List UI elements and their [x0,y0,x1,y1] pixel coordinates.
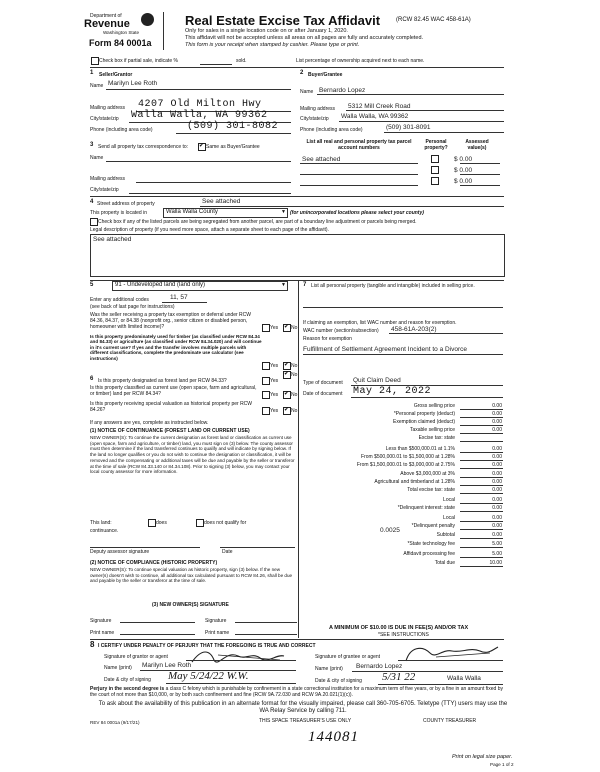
buyer-mailing-label: Mailing address [300,106,336,112]
current-use-no-label: No [291,392,298,398]
historic-no-checkbox[interactable] [283,407,291,415]
current-use-question: Is this property classified as current use (open space, farm and agricultural, or timber) land per RCW 84.34? [90,385,257,398]
grantor-signature-label: Signature of grantor or agent [104,654,168,660]
notice-compliance-text: NEW OWNER(S): To continue special valuation as historic property, sign (3) below. If the new owner(s) doesn't wish to continue, all additional tax calculated pursuant to RCW 84.26, shall be due and payable by the seller or transferor at the time of sale. [90,567,293,584]
calc-row-label: Taxable selling price [409,427,455,433]
see-instructions-note: *SEE INSTRUCTIONS [378,632,429,638]
header-note-3: This form is your receipt when stamped by cashier. Please type or print. [185,42,360,48]
parcel-column-header: List all real and personal property tax parcel account numbers [306,139,412,152]
calc-row-value[interactable]: 0.00 [492,532,502,538]
exemption-no-checkbox[interactable] [283,324,291,332]
exemption-yes-label: Yes [270,325,279,331]
grantee-signature-icon[interactable] [400,643,500,667]
grantor-date-city[interactable]: May 5/24/22 W.W. [168,670,249,682]
continuance-label: continuance. [90,528,119,534]
form-title: Real Estate Excise Tax Affidavit [185,13,381,28]
does-not-qualify-checkbox[interactable] [196,519,204,527]
calc-row-value[interactable]: 0.00 [492,505,502,511]
see-back-note: (see back of last page for instructions) [90,304,175,310]
legal-description-text: See attached [93,236,132,243]
calc-row-value[interactable]: 0.00 [492,427,502,433]
page-number: Page 1 of 2 [490,762,514,767]
same-as-buyer-label: Same as Buyer/Grantee [206,144,260,150]
buyer-mailing-field[interactable]: 5312 Mill Creek Road [348,103,411,110]
notice-continuance-title: (1) NOTICE OF CONTINUANCE (FOREST LAND OR CURRENT USE) [90,428,250,434]
seller-title: Seller/Grantor [99,72,133,78]
calc-row-label: *Personal property (deduct) [393,411,455,417]
buyer-name-field[interactable]: Bernardo Lopez [319,87,366,94]
county-select-value: Walla Walla County [166,209,218,215]
seller-name-label: Name [90,83,104,89]
perjury-label: Perjury in the second degree is [90,686,165,692]
calc-row-label: Total excise tax: state [407,487,455,493]
document-type-label: Type of document [303,380,343,386]
wac-number-label: WAC number (section/subsection) [303,328,379,334]
seller-mailing-field[interactable]: 4207 Old Milton Hwy [138,99,262,110]
does-label: does [156,520,167,526]
historic-yes-checkbox[interactable] [262,407,270,415]
minimum-fee-note: A MINIMUM OF $10.00 IS DUE IN FEE(S) AND/OR TAX [329,625,469,631]
if-yes-note: If any answers are yes, complete as instructed below. [90,420,209,426]
form-number: Form 84 0001a [89,38,152,48]
perjury-text: a class C felony which is punishable by confinement in a state correctional institution for a maximum term of five years, or by a fine in an amount fixed by the court of not more than $10,000, or by both such confinement and fine (RCW 9A.72.030 and RCW 9A.20.021(1)(c)). [90,686,503,698]
calc-row-value[interactable]: 0.00 [492,446,502,452]
calc-row-label: From $500,000.01 to $1,500,000 at 1.28% [361,454,455,460]
correspondence-city-label: City/state/zip [90,187,119,193]
revision-label: REV 84 0001a (9/17/21) [90,720,140,725]
street-address-label: Street address of property [97,201,155,207]
chevron-down-icon: ▼ [281,282,286,288]
personal-property-checkbox-3[interactable] [431,177,439,185]
county-treasurer-label: COUNTY TREASURER [423,718,477,724]
partial-sale-label: Check box if partial sale, indicate % [99,58,178,64]
calc-row-value[interactable]: 0.00 [492,479,502,485]
new-owner-signature-title: (3) NEW OWNER(S) SIGNATURE [152,602,229,608]
calc-row-label: Gross selling price [413,403,455,409]
current-use-no-checkbox[interactable] [283,391,291,399]
grantee-print-name[interactable]: Bernardo Lopez [356,663,403,670]
calc-row-label: Exemption claimed (deduct) [393,419,455,425]
calc-row-label: *State technology fee [407,541,455,547]
calc-row-label: Subtotal [436,532,455,538]
assessed-value-3[interactable]: $ 0.00 [454,178,473,185]
assessed-value-2[interactable]: $ 0.00 [454,167,473,174]
document-date-label: Date of document [303,391,343,397]
timber-question: Is this property predominately used for timber (as classified under RCW 84.34 and 84.33) or agriculture (as classified under RCW 84.34.020) and will continue in it's current use? If yes and the transfer involves multiple parcels with different classifications, complete the predominate use calculator (see instructions) [90,334,262,361]
forest-land-question: Is this property designated as forest land per RCW 84.33? [98,378,227,384]
historic-question: Is this property receiving special valuation as historical property per RCW 84.26? [90,401,253,414]
exemption-question: Was the seller receiving a property tax exemption or deferral under RCW 84.36, 84.37, or 84.38 (nonprofit org., senior citizen or disabled person, homeowner with limited income)? [90,312,251,331]
buyer-phone-field[interactable]: (509) 301-8091 [386,124,431,131]
assessed-value-column-header: Assessed value(s) [465,139,489,152]
calc-row-label: Local [443,497,455,503]
calc-row-value[interactable]: 0.00 [492,497,502,503]
parcel-number-field[interactable]: See attached [302,156,341,163]
personal-property-list-label: List all personal property (tangible and intangible) included in selling price. [311,283,475,289]
calc-row-label: Local [443,515,455,521]
forest-no-checkbox[interactable] [283,371,291,379]
calc-row-label: Total due [434,560,455,566]
current-use-yes-label: Yes [270,392,279,398]
additional-codes-field[interactable]: 11, 57 [170,294,188,301]
chevron-down-icon: ▼ [281,209,286,215]
exemption-reason-label: Reason for exemption [303,336,352,342]
exemption-claim-label: If claiming an exemption, list WAC number and reason for exemption. [303,320,457,326]
section-5-number: 5 [90,282,94,288]
ownership-note: List percentage of ownership acquired next to each name. [296,58,425,64]
buyer-phone-label: Phone (including area code) [300,127,363,133]
calc-row-value[interactable]: 0.00 [492,487,502,493]
grantee-signature-label: Signature of grantee or agent [315,654,381,660]
correspondence-mailing-label: Mailing address [90,176,126,182]
grantor-signature-icon[interactable] [188,646,288,668]
document-date-field[interactable]: May 24, 2022 [353,386,432,397]
deputy-signature-label: Deputy assessor signature [90,549,150,555]
land-use-select[interactable] [112,281,288,291]
dept-label: Department of [90,13,122,19]
timber-yes-checkbox[interactable] [262,362,270,370]
calc-row-label: *Delinquent penalty [411,523,455,529]
county-select[interactable] [163,208,288,218]
grantee-print-label: Name (print) [315,666,343,672]
forest-no-label: No [291,372,298,378]
wac-number-field[interactable]: 458-61A-203(2) [391,326,437,333]
historic-yes-label: Yes [270,408,279,414]
buyer-name-label: Name [300,89,314,95]
state-label: Washington State [103,30,140,35]
land-use-value: 91 - Undeveloped land (land only) [115,282,206,288]
personal-property-checkbox-2[interactable] [431,166,439,174]
calc-row-value[interactable]: 10.00 [489,560,502,566]
treasurer-use-label: THIS SPACE TREASURER'S USE ONLY [259,718,352,724]
does-not-label: does not qualify for [204,520,247,526]
calc-row-value[interactable]: 0.00 [492,454,502,460]
calc-row-label: *Delinquent interest: state [397,505,455,511]
new-owner-print-label-2: Print name [205,630,230,636]
calc-row-value[interactable]: 0.00 [492,411,502,417]
calc-row-value[interactable]: 0.00 [492,403,502,409]
buyer-title: Buyer/Grantee [308,72,343,78]
exemption-reason-field[interactable]: Fulfillment of Settlement Agreement Incident to a Divorce [303,346,468,353]
calc-row-label: Excise tax: state [418,435,455,441]
segregated-label: Check box if any of the listed parcels are being segregated from another parcel, are part of a boundary line adjustment or parcels being merged. [98,219,417,225]
correspondence-name-label: Name [90,155,104,161]
rcw-citation: (RCW 82.45 WAC 458-61A) [396,17,471,23]
segregated-checkbox[interactable] [90,218,98,226]
section-2-number: 2 [300,70,304,76]
personal-property-column-header: Personal property? [424,139,448,152]
seller-city-field[interactable]: Walla Walla, WA 99362 [131,110,268,121]
this-land-label: This land: [90,520,112,526]
section-1-number: 1 [90,70,94,76]
grantor-print-label: Name (print) [104,665,132,671]
unincorporated-note: (for unincorporated locations please select your county) [290,210,424,216]
located-in-label: This property is located in [90,210,147,216]
grantee-date[interactable]: 5/31 22 [382,671,416,683]
new-owner-signature-label-1: Signature [90,618,112,624]
calc-row-label: Agricultural and timberland at 1.28% [374,479,455,485]
calc-row-value[interactable]: 0.00 [492,523,502,529]
grantee-date-label: Date & city of signing [315,678,362,684]
buyer-city-label: City/state/zip [300,116,329,122]
section-7-number: 7 [303,282,307,288]
notice-compliance-title: (2) NOTICE OF COMPLIANCE (HISTORIC PROPERTY) [90,560,218,566]
seller-phone-label: Phone (including area code) [90,127,153,133]
exemption-no-label: No [291,325,298,331]
exemption-yes-checkbox[interactable] [262,324,270,332]
revenue-logo-text: Revenue [84,18,130,30]
buyer-city-field[interactable]: Walla Walla, WA 99362 [341,113,409,120]
same-as-buyer-checkbox[interactable] [198,143,206,151]
correspondence-label: Send all property tax correspondence to: [98,144,189,150]
local-rate-field[interactable]: 0.0025 [380,527,400,534]
seller-phone-field[interactable]: (509) 301-8082 [187,121,279,132]
seller-name-field[interactable]: Marilyn Lee Roth [108,80,158,87]
legal-description-label: Legal description of property (if you need more space, attach a separate sheet to each page of the affidavit). [90,227,329,233]
personal-property-checkbox-1[interactable] [431,155,439,163]
calc-row-value[interactable]: 5.00 [492,541,502,547]
perjury-notice [90,687,504,699]
forest-yes-label: Yes [270,378,279,384]
notice-continuance-text: NEW OWNER(S): To continue the current designation as forest land or classification as current use (open space, farm and agriculture, or timber) land, you must sign on (3) below. The county assessor must then determine if the land transferred continues to qualify and will indicate by signing below. If the land no longer qualifies or you do not wish to continue the designation or classification, it will be removed and the compensating or additional taxes will be due and payable by the seller or transferor at the time of sale (RCW 84.33.140 or 84.34.108). Prior to signing (3) below, you may contact your local county assessor for more information. [90,435,295,475]
certify-statement: I CERTIFY UNDER PENALTY OF PERJURY THAT THE FOREGOING IS TRUE AND CORRECT [98,643,316,649]
assessed-value-1[interactable]: $ 0.00 [454,156,473,163]
partial-sale-checkbox[interactable] [91,57,99,65]
timber-yes-label: Yes [270,363,279,369]
current-use-yes-checkbox[interactable] [262,391,270,399]
document-type-field[interactable]: Quit Claim Deed [353,377,401,384]
section-3-number: 3 [90,142,94,148]
street-address-field[interactable]: See attached [202,198,241,205]
deputy-date-label: Date [222,549,233,555]
new-owner-signature-label-2: Signature [205,618,227,624]
additional-codes-label: Enter any additional codes [90,297,149,303]
timber-no-label: No [291,363,298,369]
seller-mailing-label: Mailing address [90,105,126,111]
dor-logo-icon [141,13,154,26]
calc-row-label: Affidavit processing fee [403,551,455,557]
historic-no-label: No [291,408,298,414]
grantor-print-name[interactable]: Marilyn Lee Roth [142,662,192,669]
new-owner-print-label-1: Print name [90,630,115,636]
grantee-city[interactable]: Walla Walla [447,675,481,682]
does-qualify-checkbox[interactable] [148,519,156,527]
section-8-number: 8 [90,640,95,649]
calc-row-value[interactable]: 0.00 [492,462,502,468]
section-4-number: 4 [90,199,94,205]
accessibility-notice: To ask about the availability of this publication in an alternate format for the visually impaired, please call 360-705-6705. Teletype (TTY) users may use the WA Relay Service by calling 711. [98,701,508,714]
seller-city-label: City/state/zip [90,116,119,122]
receipt-number: 144081 [308,729,359,745]
timber-no-checkbox[interactable] [283,362,291,370]
calc-row-label: Above $3,000,000 at 3% [400,471,455,477]
header-note-2: This affidavit will not be accepted unless all areas on all pages are fully and accurately completed. [185,35,424,41]
legal-description-box[interactable] [90,234,505,277]
calc-row-label: Less than $500,000.01 at 1.1% [385,446,455,452]
calc-row-value[interactable]: 0.00 [492,419,502,425]
header-note-1: Only for sales in a single location code on or after January 1, 2020. [185,28,348,34]
forest-yes-checkbox[interactable] [262,377,270,385]
calc-row-value[interactable]: 0.00 [492,471,502,477]
calc-row-label: From $1,500,000.01 to $3,000,000 at 2.75% [356,462,455,468]
grantor-date-label: Date & city of signing [104,677,151,683]
calc-row-value[interactable]: 5.00 [492,551,502,557]
calc-row-value[interactable]: 0.00 [492,515,502,521]
section-6-number: 6 [90,376,94,382]
sold-label: sold. [236,58,247,64]
legal-paper-note: Print on legal size paper. [452,754,513,760]
